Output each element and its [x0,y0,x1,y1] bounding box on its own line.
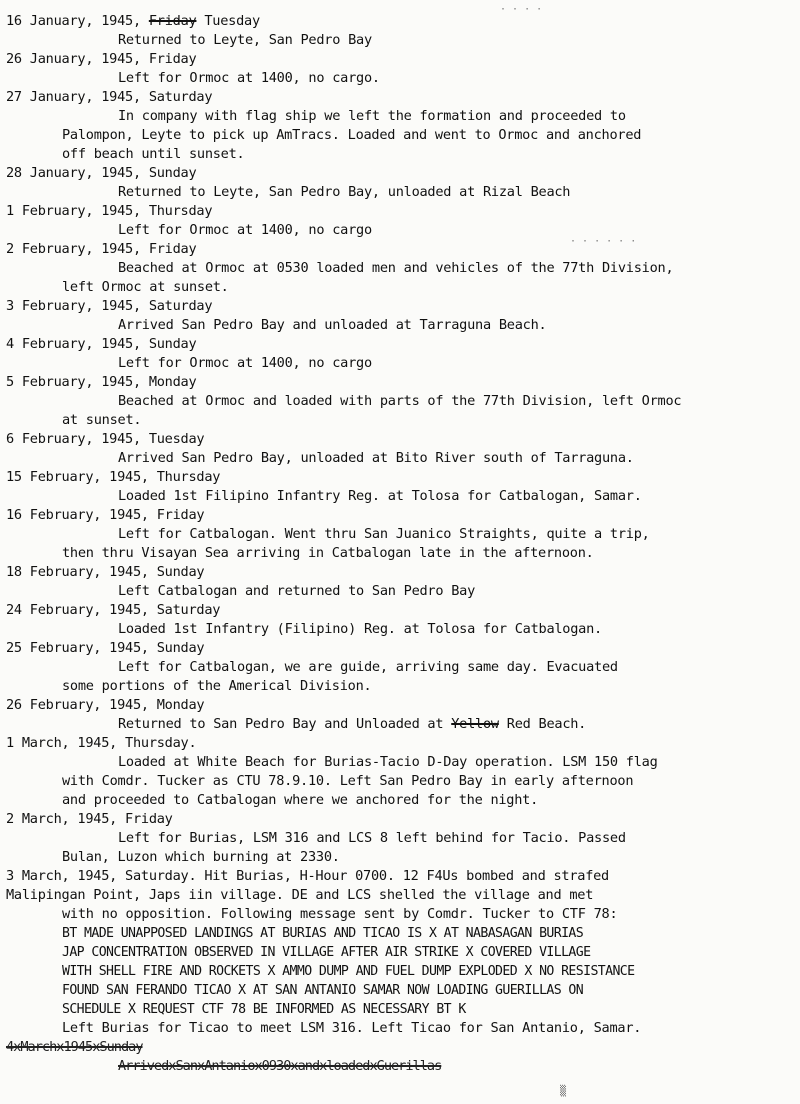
line-text: 2 February, 1945, Friday [6,241,197,257]
log-line [118,487,642,506]
line-text: with no opposition. Following message sent by Comdr. Tucker to CTF 78: [62,906,618,922]
scan-speck: · · · · · · [570,236,637,247]
line-text: 18 February, 1945, Sunday [6,564,205,580]
log-line [62,145,245,164]
line-text: 3 February, 1945, Saturday [6,298,213,314]
line-text: Arrived San Pedro Bay, unloaded at Bito River south of Tarraguna. [118,450,634,466]
line-text: 2 March, 1945, Friday [6,811,173,827]
log-line [6,240,196,259]
log-line [6,867,609,886]
line-text: 4 February, 1945, Sunday [6,336,197,352]
line-text: Left for Ormoc at 1400, no cargo [118,222,372,238]
line-text: FOUND SAN FERANDO TICAO X AT SAN ANTANIO SAMAR NOW LOADING GUERILLAS ON [62,983,584,998]
log-line [118,715,586,734]
log-line [118,183,570,202]
log-line [6,430,204,449]
line-text: at sunset. [62,412,142,428]
log-line [118,829,626,848]
log-line [62,962,635,981]
line-text: Left for Burias, LSM 316 and LCS 8 left behind for Tacio. Passed [118,830,626,846]
line-text: Left Burias for Ticao to meet LSM 316. Left Ticao for San Antanio, Samar. [62,1020,642,1036]
log-line [62,943,590,962]
log-line [6,506,204,525]
line-text: 27 January, 1945, Saturday [6,89,213,105]
line-text: Loaded 1st Filipino Infantry Reg. at Tolosa for Catbalogan, Samar. [118,488,642,504]
struck-text: 4xMarchx1945xSunday [6,1039,143,1055]
struck-text: ArrivedxSanxAntaniox0930xandxloadedxGuerillas [118,1058,442,1074]
log-line [6,335,196,354]
log-line [62,981,583,1000]
log-line [118,620,602,639]
struck-text: Yellow [451,716,499,732]
log-line [6,810,173,829]
line-text: 25 February, 1945, Sunday [6,640,205,656]
line-text: 16 February, 1945, Friday [6,507,205,523]
log-line [118,449,634,468]
log-line [118,259,673,278]
line-text: 1 February, 1945, Thursday [6,203,213,219]
log-line [118,354,372,373]
line-text: 26 February, 1945, Monday [6,697,205,713]
log-line [6,373,196,392]
line-text: Palompon, Leyte to pick up AmTracs. Loaded and went to Ormoc and anchored [62,127,642,143]
line-text: Returned to Leyte, San Pedro Bay [118,32,372,48]
line-text: Left for Ormoc at 1400, no cargo. [118,70,380,86]
line-text: Left Catbalogan and returned to San Pedro Bay [118,583,476,599]
line-text: BT MADE UNAPPOSED LANDINGS AT BURIAS AND TICAO IS X AT NABASAGAN BURIAS [62,926,584,941]
log-line [62,1019,641,1038]
log-line [6,639,204,658]
log-line [62,924,583,943]
line-text: WITH SHELL FIRE AND ROCKETS X AMMO DUMP AND FUEL DUMP EXPLODED X NO RESISTANCE [62,964,635,979]
log-line [6,88,212,107]
line-text: Returned to San Pedro Bay and Unloaded at [118,716,452,732]
line-text: Red Beach. [498,716,587,732]
log-line [118,221,372,240]
line-text: Malipingan Point, Japs iin village. DE and LCS shelled the village and met [6,887,594,903]
log-line [118,525,650,544]
log-line [118,582,475,601]
log-line [6,601,220,620]
scan-speck: · · · · [500,4,543,15]
struck-text: Friday [148,13,197,29]
line-text: 26 January, 1945, Friday [6,51,197,67]
log-line [62,278,229,297]
line-text: Loaded 1st Infantry (Filipino) Reg. at Tolosa for Catbalogan. [118,621,602,637]
log-line [118,753,658,772]
log-line [6,468,220,487]
line-text: off beach until sunset. [62,146,245,162]
line-text: left Ormoc at sunset. [62,279,229,295]
log-line [6,696,204,715]
log-line [6,164,196,183]
log-line [62,126,641,145]
log-line [6,734,196,753]
log-line [118,107,626,126]
line-text: 1 March, 1945, Thursday. [6,735,197,751]
log-line [6,563,204,582]
log-line [62,544,594,563]
log-line [118,316,546,335]
line-text: and proceeded to Catbalogan where we anchored for the night. [62,792,539,808]
line-text: Arrived San Pedro Bay and unloaded at Tarraguna Beach. [118,317,547,333]
line-text: Bulan, Luzon which burning at 2330. [62,849,340,865]
line-text: 16 January, 1945, [6,13,149,29]
line-text: with Comdr. Tucker as CTU 78.9.10. Left San Pedro Bay in early afternoon [62,773,634,789]
log-line [118,392,681,411]
line-text: Left for Catbalogan. Went thru San Juanico Straights, quite a trip, [118,526,650,542]
line-text: some portions of the Americal Division. [62,678,372,694]
log-line [118,69,380,88]
line-text: 24 February, 1945, Saturday [6,602,221,618]
log-line [62,848,340,867]
log-line [118,658,618,677]
line-text: 5 February, 1945, Monday [6,374,197,390]
line-text: 6 February, 1945, Tuesday [6,431,205,447]
line-text: Loaded at White Beach for Burias-Tacio D-Day operation. LSM 150 flag [118,754,658,770]
line-text: SCHEDULE X REQUEST CTF 78 BE INFORMED AS NECESSARY BT K [62,1002,466,1017]
log-line [6,297,212,316]
line-text: JAP CONCENTRATION OBSERVED IN VILLAGE AFTER AIR STRIKE X COVERED VILLAGE [62,945,591,960]
line-text: 28 January, 1945, Sunday [6,165,197,181]
line-text: 3 March, 1945, Saturday. Hit Burias, H-Hour 0700. 12 F4Us bombed and strafed [6,868,609,884]
line-text: Beached at Ormoc at 0530 loaded men and vehicles of the 77th Division, [118,260,674,276]
log-line [62,1000,466,1019]
line-text: Left for Ormoc at 1400, no cargo [118,355,372,371]
log-line [62,411,141,430]
line-text: Returned to Leyte, San Pedro Bay, unloaded at Rizal Beach [118,184,571,200]
log-line [62,772,633,791]
line-text: then thru Visayan Sea arriving in Catbalogan late in the afternoon. [62,545,594,561]
line-text: In company with flag ship we left the formation and proceeded to [118,108,626,124]
scan-speck: ▒ [560,1086,567,1097]
log-line [118,1057,441,1076]
line-text: Left for Catbalogan, we are guide, arriving same day. Evacuated [118,659,618,675]
log-line [6,1038,143,1057]
log-line [6,886,593,905]
log-line [6,50,196,69]
log-line [6,12,260,31]
line-text: Tuesday [196,13,260,29]
log-line [62,677,371,696]
log-line [6,202,212,221]
line-text: Beached at Ormoc and loaded with parts of the 77th Division, left Ormoc [118,393,682,409]
log-line [62,905,617,924]
log-line [118,31,372,50]
line-text: 15 February, 1945, Thursday [6,469,221,485]
log-line [62,791,538,810]
